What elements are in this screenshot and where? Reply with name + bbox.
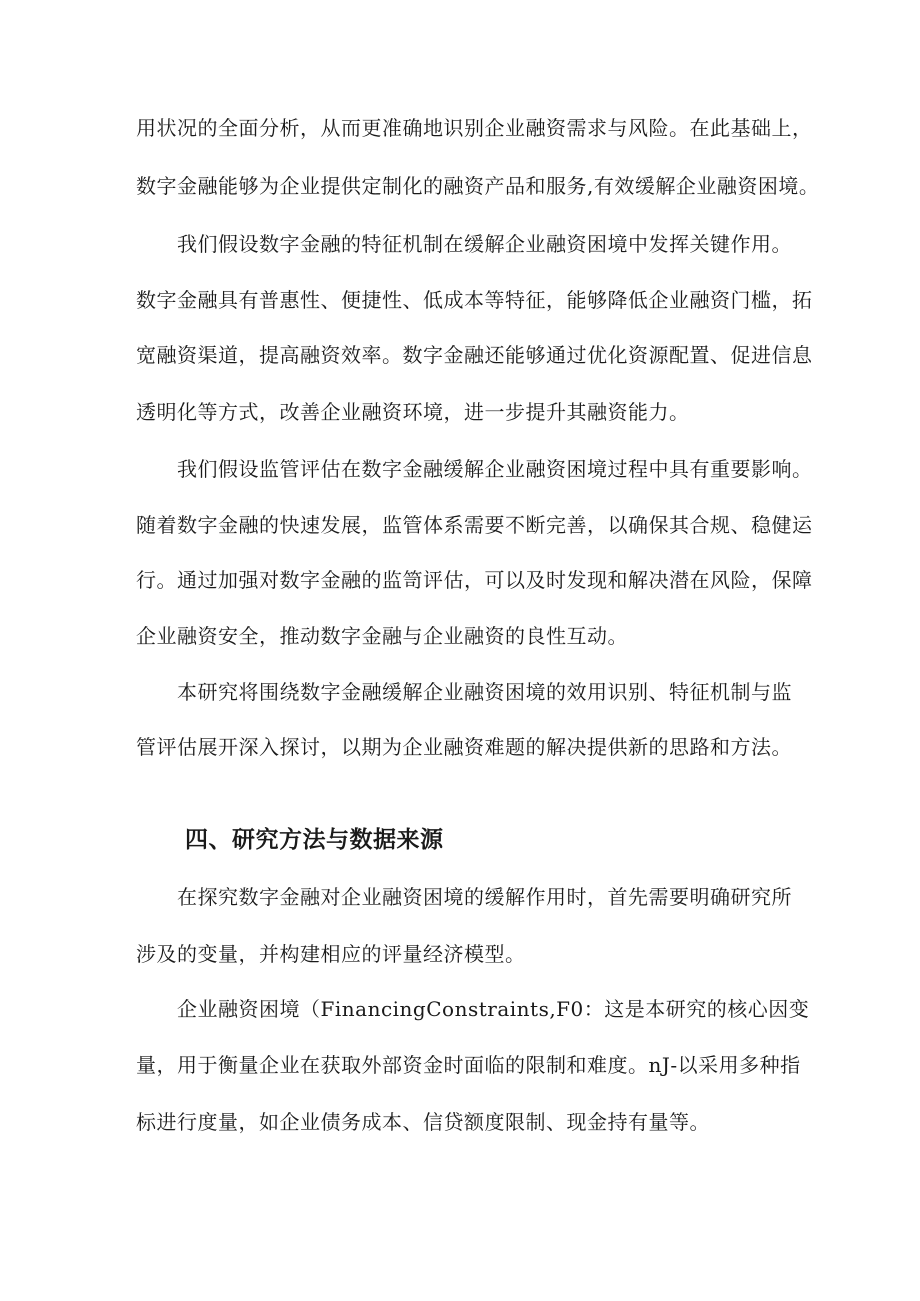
paragraph-line: 我们假设监管评估在数字金融缓解企业融资困境过程中具有重要影响。 xyxy=(177,457,813,481)
paragraph-line: 涉及的变量，并构建相应的评量经济模型。 xyxy=(136,942,526,966)
paragraph-line: 标进行度量，如企业债务成本、信贷额度限制、现金持有量等。 xyxy=(136,1110,710,1134)
paragraph-line: 本研究将围绕数字金融缓解企业融资困境的效用识别、特征机制与监 xyxy=(177,680,792,704)
paragraph-line: 行。通过加强对数字金融的监笥评估，可以及时发现和解决潜在风险，保障 xyxy=(136,568,813,592)
section-heading: 四、研究方法与数据来源 xyxy=(185,827,444,853)
paragraph-line: 我们假设数字金融的特征机制在缓解企业融资困境中发挥关键作用。 xyxy=(177,232,792,256)
paragraph-line: 用状况的全面分析，从而更准确地识别企业融资需求与风险。在此基础上， xyxy=(136,116,813,140)
paragraph-line: 在探究数字金融对企业融资困境的缓解作用时，首先需要明确研究所 xyxy=(177,885,792,909)
paragraph-line: 宽融资渠道，提高融资效率。数字金融还能够通过优化资源配置、促进信息 xyxy=(136,343,813,367)
paragraph-line: 数字金融具有普惠性、便捷性、低成本等特征，能够降低企业融资门槛，拓 xyxy=(136,288,813,312)
paragraph-line: 企业融资安全，推动数字金融与企业融资的良性互动。 xyxy=(136,624,628,648)
paragraph-line: 管评估展开深入探讨，以期为企业融资难题的解决提供新的思路和方法。 xyxy=(136,735,792,759)
paragraph-line: 透明化等方式，改善企业融资环境，进一步提升其融资能力。 xyxy=(136,400,690,424)
paragraph-line: 数字金融能够为企业提供定制化的融资产品和服务,有效缓解企业融资困境。 xyxy=(136,174,820,198)
paragraph-line: 企业融资困境（FinancingConstraints,F0：这是本研究的核心因变 xyxy=(177,997,810,1021)
paragraph-line: 量，用于衡量企业在获取外部资金时面临的限制和难度。nJ-以采用多种指 xyxy=(136,1053,801,1077)
paragraph-line: 随着数字金融的快速发展，监管体系需要不断完善，以确保其合规、稳健运 xyxy=(136,513,813,537)
